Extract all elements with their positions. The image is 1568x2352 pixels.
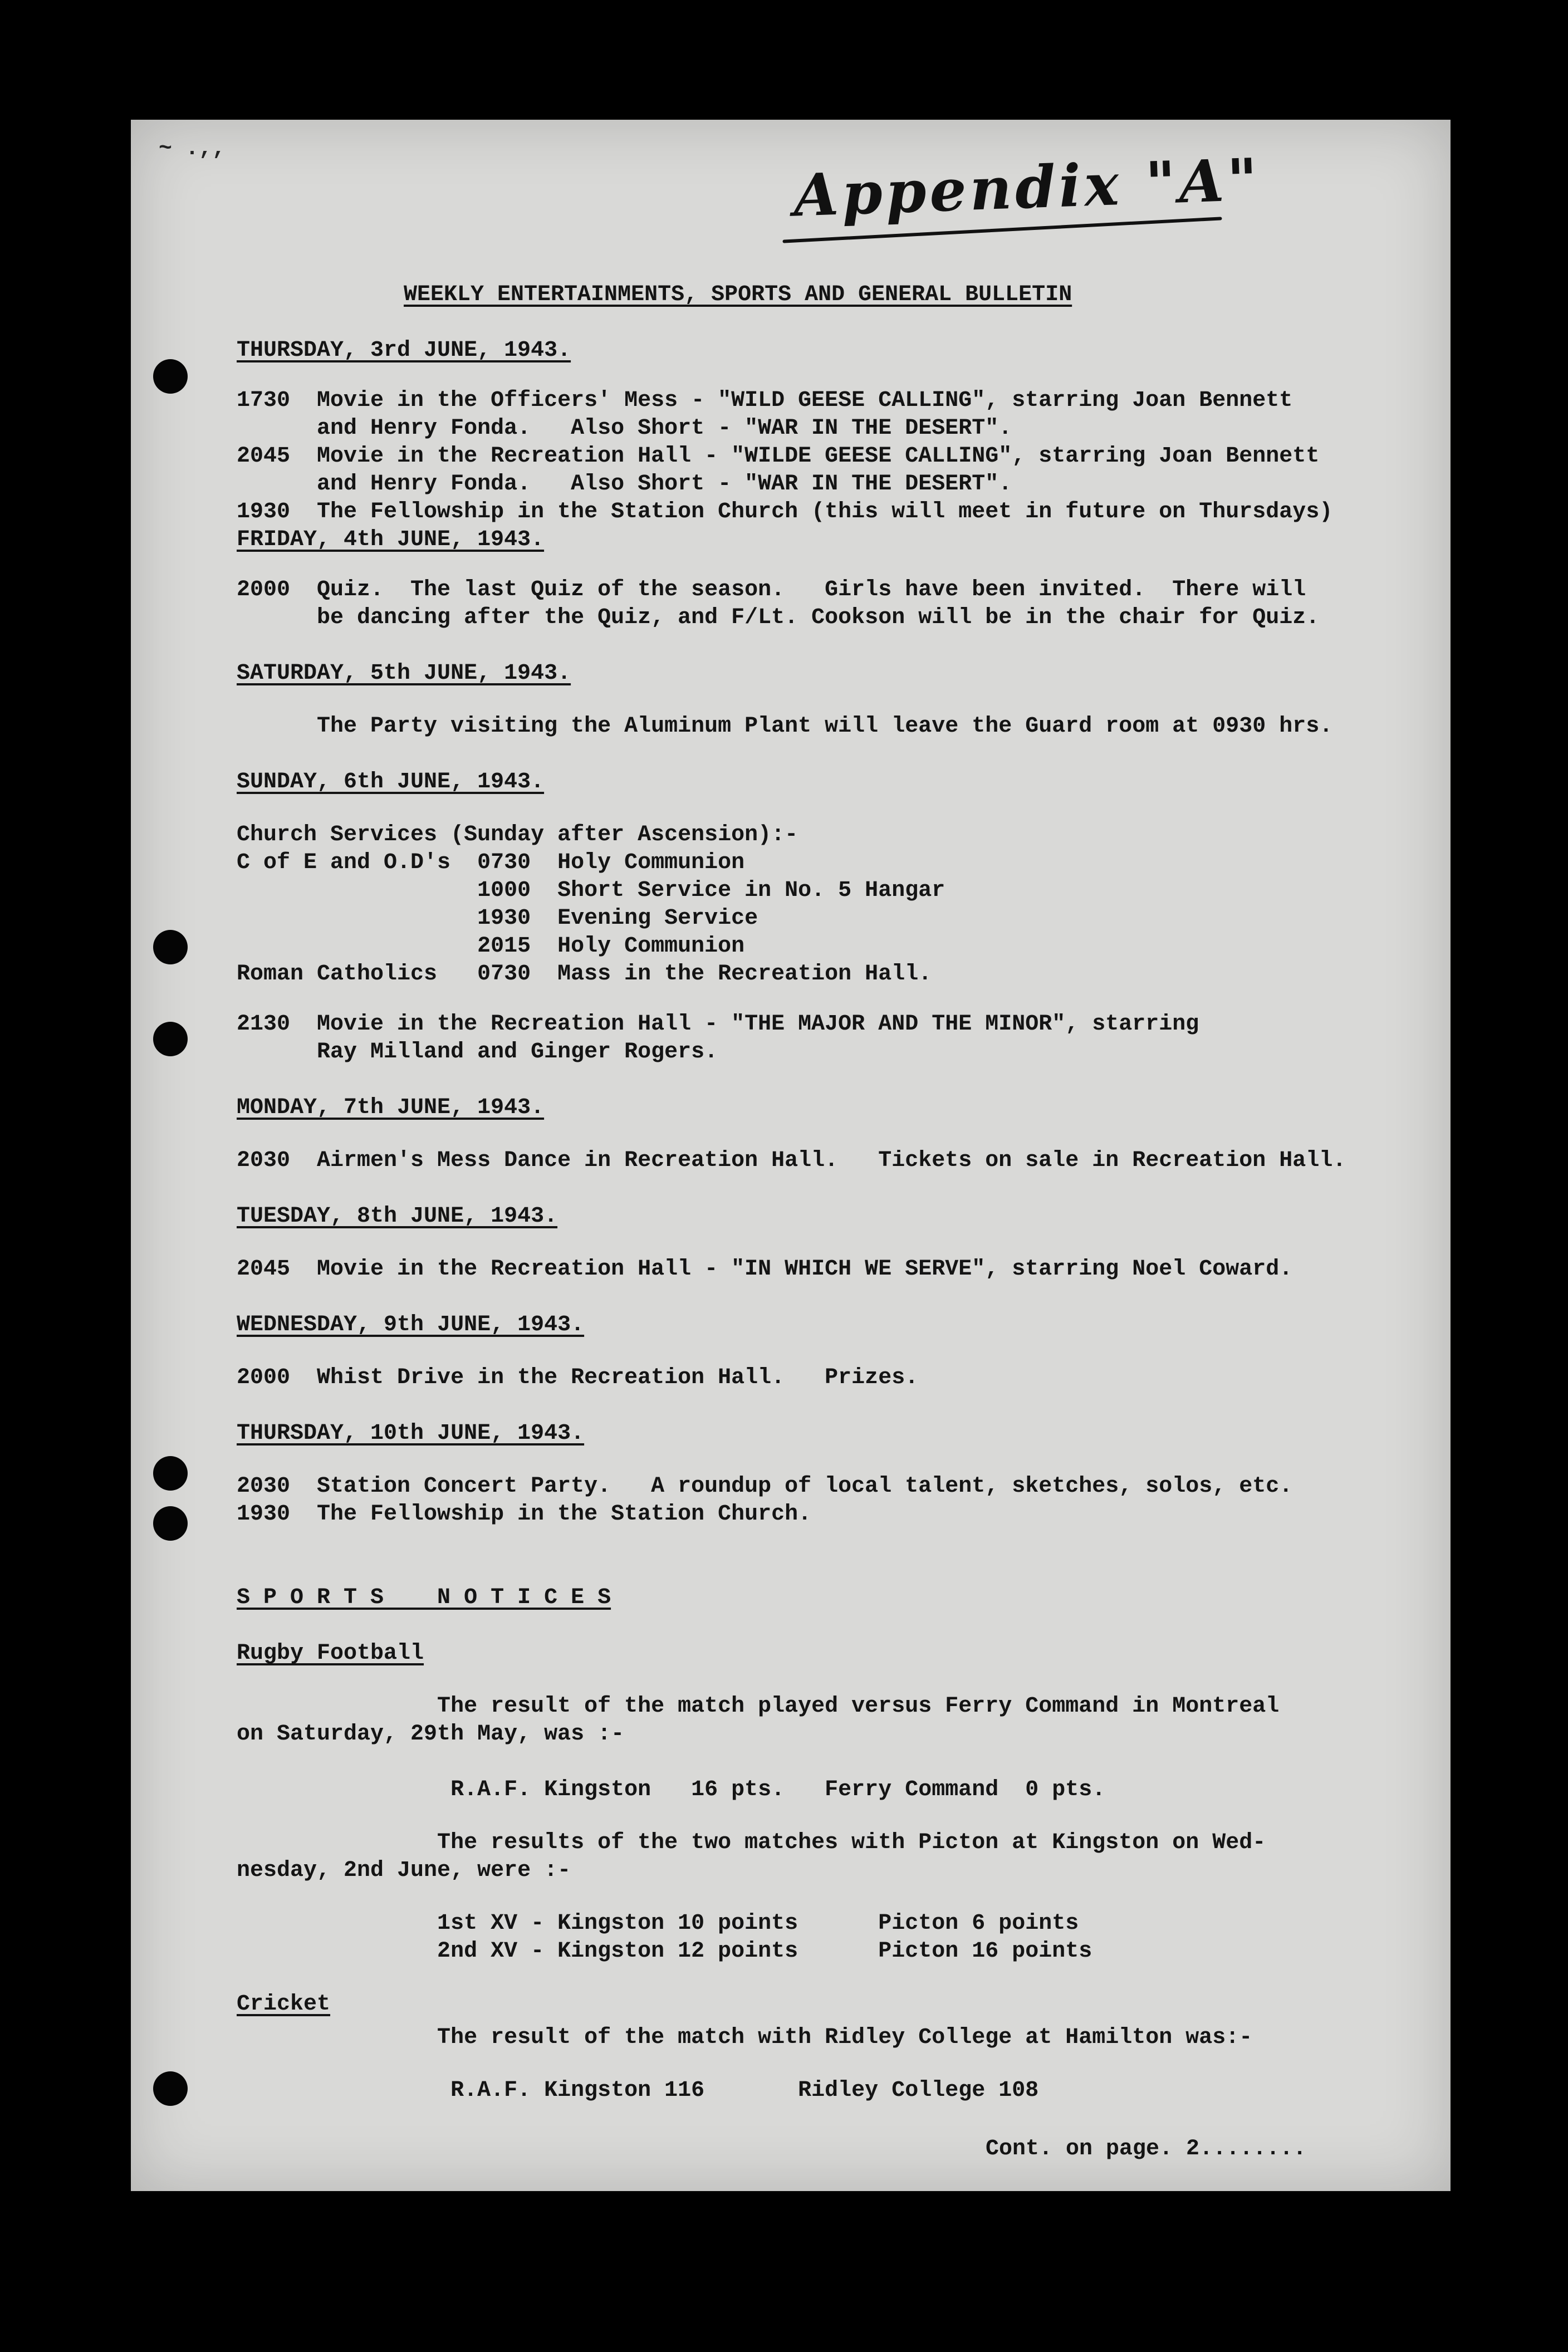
entry-line: 2nd XV - Kingston 12 points Picton 16 points [237,1939,1092,1964]
entry-line: Church Services (Sunday after Ascension):- [237,822,798,847]
scribble-mark: ~ .,, [159,136,226,161]
day-heading: WEDNESDAY, 9th JUNE, 1943. [237,1312,585,1337]
day-heading: THURSDAY, 10th JUNE, 1943. [237,1421,585,1446]
rugby-heading: Rugby Football [237,1641,424,1666]
entry-line: and Henry Fonda. Also Short - "WAR IN THE DESERT". [237,472,1012,497]
entry-line: be dancing after the Quiz, and F/Lt. Cookson will be in the chair for Quiz. [237,605,1320,630]
handwritten-title: Appendix "A" [792,145,1262,230]
punch-hole [153,1506,188,1541]
entry-line: 2030 Airmen's Mess Dance in Recreation Hall. Tickets on sale in Recreation Hall. [237,1148,1346,1173]
entry-line: The Party visiting the Aluminum Plant will leave the Guard room at 0930 hrs. [237,714,1333,739]
entry-line: The result of the match with Ridley College at Hamilton was:- [237,2025,1253,2050]
cricket-heading: Cricket [237,1992,331,2017]
day-heading: SUNDAY, 6th JUNE, 1943. [237,770,545,795]
entry-line: 2045 Movie in the Recreation Hall - "IN WHICH WE SERVE", starring Noel Coward. [237,1257,1293,1282]
entry-line: R.A.F. Kingston 116 Ridley College 108 [237,2078,1039,2103]
entry-line: 2130 Movie in the Recreation Hall - "THE MAJOR AND THE MINOR", starring [237,1012,1199,1037]
entry-line: 2000 Whist Drive in the Recreation Hall. Prizes. [237,1365,919,1390]
bulletin-title: WEEKLY ENTERTAINMENTS, SPORTS AND GENERAL BULLETIN [404,282,1072,307]
entry-line: 1000 Short Service in No. 5 Hangar [237,878,945,903]
entry-line: 2045 Movie in the Recreation Hall - "WILDE GEESE CALLING", starring Joan Bennett [237,444,1320,469]
entry-line: 1930 Evening Service [237,906,758,931]
entry-line: 1930 The Fellowship in the Station Church (this will meet in future on Thursdays) [237,499,1333,525]
punch-hole [153,359,188,394]
entry-line: 1st XV - Kingston 10 points Picton 6 points [237,1911,1079,1936]
entry-line: 2015 Holy Communion [237,934,745,959]
entry-line: 2000 Quiz. The last Quiz of the season. Girls have been invited. There will [237,577,1306,602]
day-heading: FRIDAY, 4th JUNE, 1943. [237,527,545,552]
punch-hole [153,1456,188,1491]
sports-heading: S P O R T S N O T I C E S [237,1585,611,1610]
entry-line: 2030 Station Concert Party. A roundup of local talent, sketches, solos, etc. [237,1474,1293,1499]
day-heading: THURSDAY, 3rd JUNE, 1943. [237,338,571,363]
punch-hole [153,930,188,964]
entry-line: The result of the match played versus Ferry Command in Montreal [237,1694,1280,1719]
day-heading: TUESDAY, 8th JUNE, 1943. [237,1204,558,1229]
punch-hole [153,2071,188,2106]
entry-line: C of E and O.D's 0730 Holy Communion [237,850,745,875]
continuation-note: Cont. on page. 2........ [986,2137,1307,2162]
entry-line: The results of the two matches with Picton at Kingston on Wed- [237,1830,1266,1855]
entry-line: 1730 Movie in the Officers' Mess - "WILD GEESE CALLING", starring Joan Bennett [237,388,1293,413]
entry-line: nesday, 2nd June, were :- [237,1858,571,1883]
day-heading: SATURDAY, 5th JUNE, 1943. [237,661,571,686]
entry-line: on Saturday, 29th May, was :- [237,1722,625,1747]
entry-line: and Henry Fonda. Also Short - "WAR IN THE DESERT". [237,416,1012,441]
day-heading: MONDAY, 7th JUNE, 1943. [237,1095,545,1120]
document-page [131,120,1451,2191]
punch-hole [153,1022,188,1056]
entry-line: 1930 The Fellowship in the Station Church. [237,1502,812,1527]
entry-line: Ray Milland and Ginger Rogers. [237,1040,718,1065]
entry-line: Roman Catholics 0730 Mass in the Recreation Hall. [237,962,932,987]
entry-line: R.A.F. Kingston 16 pts. Ferry Command 0 pts. [237,1777,1106,1802]
